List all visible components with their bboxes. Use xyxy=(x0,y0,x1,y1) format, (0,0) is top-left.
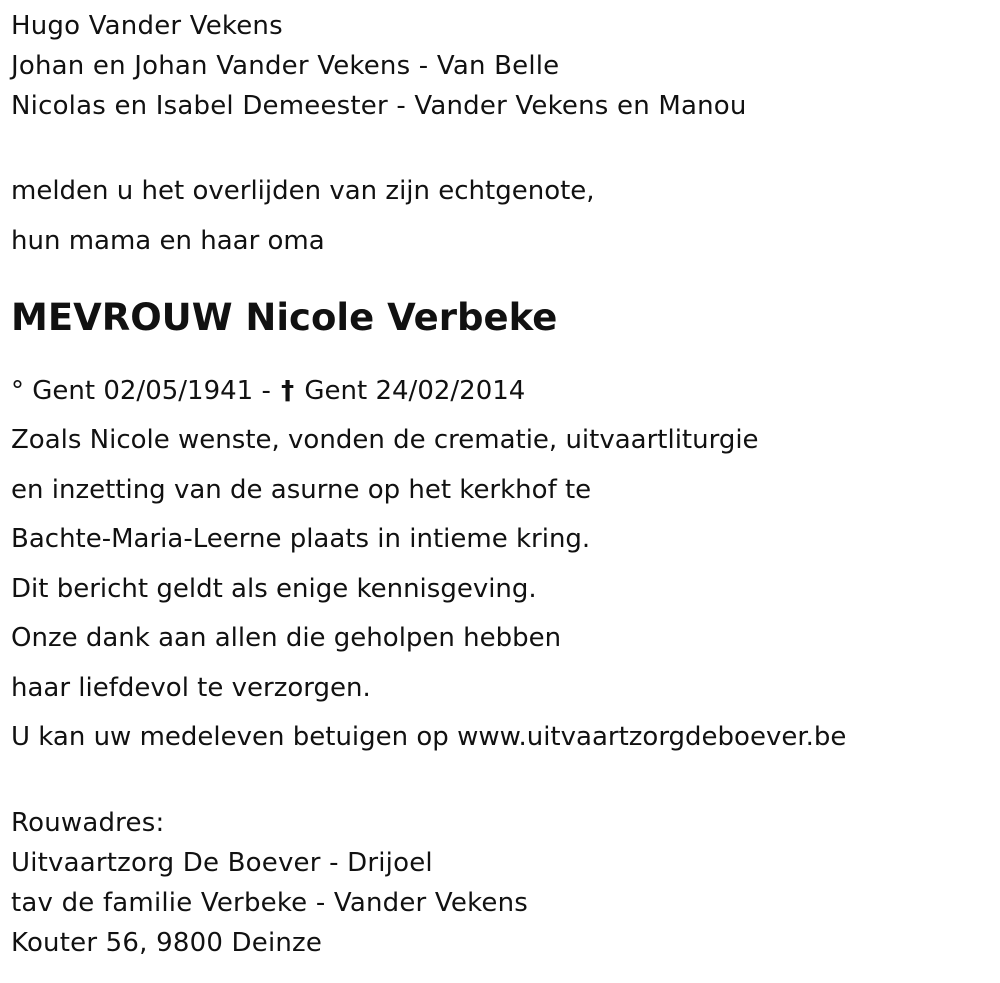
condolence-website-line: U kan uw medeleven betuigen op www.uitvaartzorgdeboever.be xyxy=(11,722,847,752)
family-line: Nicolas en Isabel Demeester - Vander Vekens en Manou xyxy=(11,91,747,121)
spacer xyxy=(11,763,986,803)
body-line: Bachte-Maria-Leerne plaats in intieme kring. xyxy=(11,524,591,554)
birth-date: ° Gent 02/05/1941 - xyxy=(11,376,271,406)
address-label: Rouwadres: xyxy=(11,807,165,838)
body-line: Zoals Nicole wenste, vonden de crematie, uitvaartliturgie xyxy=(11,425,759,455)
life-dates xyxy=(11,366,986,416)
deceased-name: MEVROUW Nicole Verbeke xyxy=(11,296,558,339)
spacer xyxy=(11,126,986,166)
body-line: Onze dank aan allen die geholpen hebben xyxy=(11,623,562,653)
body-line: haar liefdevol te verzorgen. xyxy=(11,672,371,703)
mourning-address xyxy=(11,803,986,963)
announcement-line: hun mama en haar oma xyxy=(11,226,325,256)
address-line: tav de familie Verbeke - Vander Vekens xyxy=(11,887,529,918)
announcement-line: melden u het overlijden van zijn echtgenote, xyxy=(11,176,595,206)
family-line: Hugo Vander Vekens xyxy=(11,11,283,41)
death-notice xyxy=(11,0,986,963)
death-date: Gent 24/02/2014 xyxy=(304,376,526,406)
notice-body xyxy=(11,416,986,763)
family-line: Johan en Johan Vander Vekens - Van Belle xyxy=(11,51,560,81)
cross-icon: † xyxy=(281,376,295,406)
announcement xyxy=(11,166,986,266)
address-line: Kouter 56, 9800 Deinze xyxy=(11,927,323,958)
body-line: Dit bericht geldt als enige kennisgeving. xyxy=(11,573,537,604)
address-line: Uitvaartzorg De Boever - Drijoel xyxy=(11,847,433,878)
body-line: en inzetting van de asurne op het kerkhof te xyxy=(11,474,592,505)
family-list xyxy=(11,0,986,126)
